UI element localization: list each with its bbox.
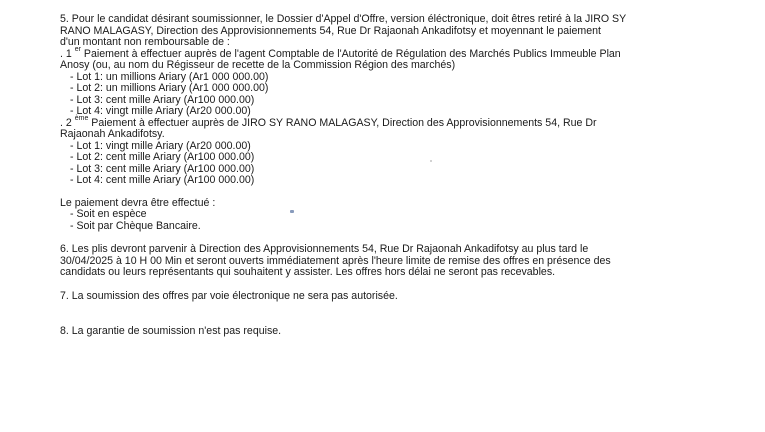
spacer (60, 279, 710, 291)
payment-1-lot-4: - Lot 4: vingt mille Ariary (Ar20 000.00) (70, 105, 251, 117)
payment-2-superscript: ème (74, 114, 89, 122)
payment-2-text: Paiement à effectuer auprès de JIRO SY RANO MALAGASY, Direction des Approvisionnements 54, Rue Dr (88, 116, 597, 129)
section-5 (60, 14, 710, 232)
section-5-intro-line-1: 5. Pour le candidat désirant soumissionner, le Dossier d'Appel d'Offre, version éléctronique, doit êtres retiré à la JIRO SY (60, 13, 627, 25)
scan-speck (290, 210, 294, 213)
section-7 (60, 291, 710, 303)
payment-1-lot-2: - Lot 2: un millions Ariary (Ar1 000 000.00) (70, 82, 269, 94)
section-6-line-2: 30/04/2025 à 10 H 00 Min et seront ouverts immédiatement après l'heure limite de remise des offres en présence des (60, 254, 611, 267)
spacer (60, 187, 710, 198)
spacer (60, 302, 710, 326)
payment-1-lot-list (60, 72, 710, 118)
section-5-intro-line-3: d'un montant non remboursable de : (60, 36, 230, 48)
payment-2-lot-1: - Lot 1: vingt mille Ariary (Ar20 000.00) (70, 139, 251, 152)
payment-2-lot-3: - Lot 3: cent mille Ariary (Ar100 000.00) (70, 162, 255, 175)
payment-2-lot-2: - Lot 2: cent mille Ariary (Ar100 000.00) (70, 151, 255, 163)
document-body (60, 14, 710, 338)
section-6-line-1: 6. Les plis devront parvenir à Direction des Approvisionnements 54, Rue Dr Rajaonah Ankadifotsy au plus tard le (60, 243, 589, 255)
section-6 (60, 244, 710, 279)
payment-1-superscript: er (74, 45, 81, 53)
payment-2-number: . 2 (60, 116, 72, 129)
payment-2-lot-list (60, 141, 710, 187)
payment-2-line-2: Rajaonah Ankadifotsy. (60, 128, 165, 140)
payment-1-line-2: Anosy (ou, au nom du Régisseur de recette de la Commission Région des marchés) (60, 59, 456, 71)
section-6-line-3: candidats ou leurs représentants qui souhaitent y assister. Les offres hors délai ne seront pas recevables. (60, 266, 556, 278)
payment-method-cheque: - Soit par Chèque Bancaire. (70, 219, 201, 232)
payment-1-number: . 1 (60, 47, 72, 60)
payment-method-cash: - Soit en espèce (70, 208, 147, 220)
payment-2-lot-4: - Lot 4: cent mille Ariary (Ar100 000.00) (70, 174, 255, 186)
section-5-intro-line-2: RANO MALAGASY, Direction des Approvisionnements 54, Rue Dr Rajaonah Ankadifotsy et moyennant le paiement (60, 24, 601, 37)
payment-methods-label: Le paiement devra être effectué : (60, 196, 216, 209)
payment-1-lot-3: - Lot 3: cent mille Ariary (Ar100 000.00) (70, 93, 255, 106)
section-8 (60, 326, 710, 338)
scan-speck (430, 160, 432, 162)
section-8-text: 8. La garantie de soumission n'est pas requise. (60, 325, 282, 337)
payment-1-lot-1: - Lot 1: un millions Ariary (Ar1 000 000.00) (70, 70, 269, 83)
section-7-text: 7. La soumission des offres par voie électronique ne sera pas autorisée. (60, 289, 398, 302)
payment-methods-list (60, 209, 710, 232)
payment-1-text: Paiement à effectuer auprès de l'agent Comptable de l'Autorité de Régulation des Marchés Publics Immeuble Plan (80, 47, 621, 60)
